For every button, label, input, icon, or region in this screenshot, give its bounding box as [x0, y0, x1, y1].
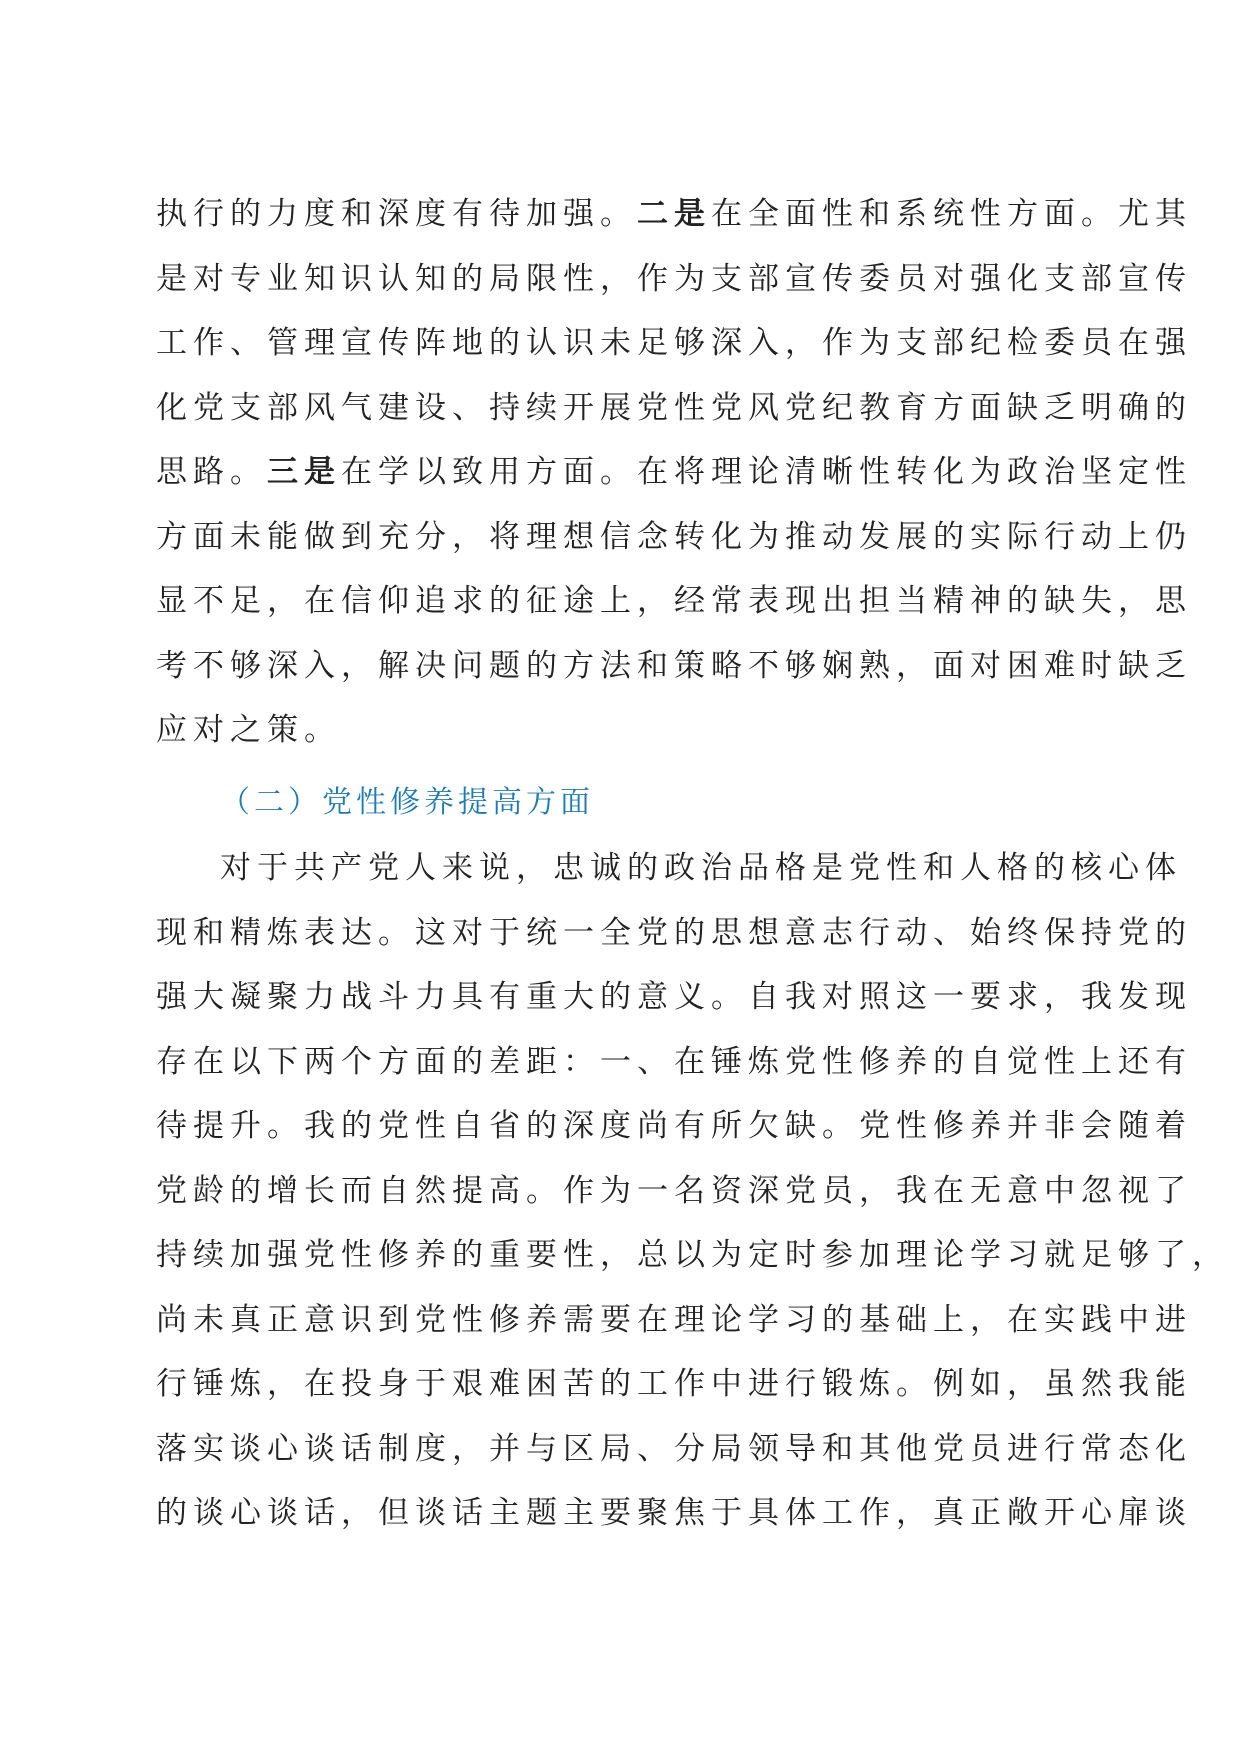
- text-line: 强大凝聚力战斗力具有重大的意义。自我对照这一要求，我发现: [156, 979, 1192, 1015]
- text-line: 现和精炼表达。这对于统一全党的思想意志行动、始终保持党的: [156, 914, 1192, 951]
- text-line: 待提升。我的党性自省的深度尚有所欠缺。党性修养并非会随着: [156, 1108, 1192, 1144]
- text-line: 方面未能做到充分，将理想信念转化为推动发展的实际行动上仍: [156, 518, 1192, 555]
- text-line: 行锤炼，在投身于艰难困苦的工作中进行锻炼。例如，虽然我能: [156, 1366, 1192, 1402]
- text-line: 党龄的增长而自然提高。作为一名资深党员，我在无意中忽视了: [156, 1172, 1192, 1209]
- bold-marker: 三是: [267, 454, 341, 490]
- paragraph-continued: [156, 182, 1192, 763]
- text-line: 对于共产党人来说，忠诚的政治品格是党性和人格的核心体: [220, 850, 1182, 886]
- text-line: 显不足，在信仰追求的征途上，经常表现出担当精神的缺失，思: [156, 583, 1192, 619]
- paragraph-party-spirit: [156, 836, 1229, 1546]
- text-line: 是对专业知识认知的局限性，作为支部宣传委员对强化支部宣传: [156, 260, 1192, 297]
- text-line: 尚未真正意识到党性修养需要在理论学习的基础上，在实践中进: [156, 1301, 1192, 1338]
- text-line: 落实谈心谈话制度，并与区局、分局领导和其他党员进行常态化: [156, 1430, 1192, 1467]
- section-heading: （二）党性修养提高方面: [220, 785, 594, 820]
- text-line: 考不够深入，解决问题的方法和策略不够娴熟，面对困难时缺乏: [156, 647, 1192, 684]
- bold-marker: 二是: [637, 196, 711, 232]
- text-line: 存在以下两个方面的差距：一、在锤炼党性修养的自觉性上还有: [156, 1043, 1192, 1080]
- text-line: 的谈心谈话，但谈话主题主要聚焦于具体工作，真正敞开心扉谈: [156, 1495, 1192, 1531]
- text-line: 执行的力度和深度有待加强。二是在全面性和系统性方面。尤其: [156, 196, 1192, 232]
- text-line: 持续加强党性修养的重要性，总以为定时参加理论学习就足够了，: [156, 1237, 1229, 1273]
- text-line: 工作、管理宣传阵地的认识未足够深入，作为支部纪检委员在强: [156, 325, 1192, 361]
- text-line: 思路。三是在学以致用方面。在将理论清晰性转化为政治坚定性: [156, 454, 1192, 490]
- text-line: 应对之策。: [156, 712, 341, 748]
- text-line: 化党支部风气建设、持续开展党性党风党纪教育方面缺乏明确的: [156, 389, 1192, 426]
